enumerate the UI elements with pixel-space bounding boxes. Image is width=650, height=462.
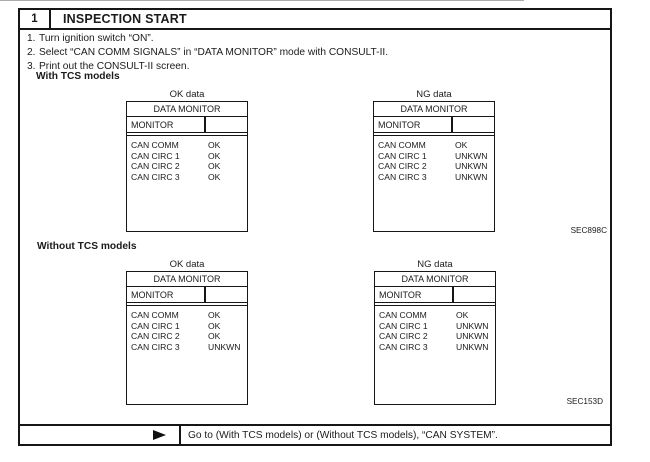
table-caption-ng-data: NG data [417, 259, 453, 270]
monitor-column-header-row [375, 287, 495, 303]
monitor-row [374, 172, 494, 183]
monitor-column-header-row [374, 117, 494, 133]
monitor-row [374, 151, 494, 162]
data-monitor-screen [373, 101, 495, 232]
instruction-step [27, 32, 388, 46]
monitor-row [127, 172, 247, 183]
signal-name: CAN CIRC 3 [379, 341, 428, 352]
signal-status: OK [208, 331, 221, 341]
data-monitor-screen [126, 101, 248, 232]
signal-name: CAN COMM [131, 310, 179, 320]
monitor-signal-list [127, 135, 247, 182]
footer-instruction: Go to (With TCS models) or (Without TCS models), “CAN SYSTEM”. [188, 429, 498, 441]
signal-name: CAN CIRC 1 [379, 320, 428, 331]
monitor-column-label: MONITOR [378, 120, 421, 130]
column-divider [204, 287, 206, 302]
data-monitor-title: DATA MONITOR [375, 272, 495, 287]
figure-code: SEC898C [570, 226, 607, 235]
step-number: 2. [27, 46, 36, 58]
monitor-signal-list [127, 305, 247, 352]
signal-status: OK [208, 171, 221, 182]
section-heading-with-tcs: With TCS models [36, 71, 120, 82]
monitor-row [127, 321, 247, 332]
signal-status: OK [456, 310, 469, 320]
step-number: 3. [27, 60, 36, 72]
signal-status: OK [208, 320, 221, 331]
monitor-row [127, 342, 247, 353]
signal-name: CAN CIRC 1 [378, 150, 427, 161]
step-number: 1. [27, 33, 36, 44]
signal-status: UNKWN [455, 161, 488, 171]
table-caption-ng-data: NG data [416, 89, 452, 100]
monitor-signal-list [375, 305, 495, 352]
signal-name: CAN COMM [378, 140, 426, 150]
monitor-row [375, 331, 495, 342]
column-divider [452, 287, 454, 302]
monitor-signal-list [374, 135, 494, 182]
signal-name: CAN CIRC 3 [131, 341, 180, 352]
signal-name: CAN COMM [379, 310, 427, 320]
signal-status: OK [208, 140, 221, 150]
signal-status: OK [208, 310, 221, 320]
procedure-step-number: 1 [20, 10, 51, 28]
monitor-column-header-row [127, 287, 247, 303]
table-caption-ok-data: OK data [169, 259, 205, 270]
instruction-step [27, 46, 388, 60]
signal-name: CAN COMM [131, 140, 179, 150]
signal-status: UNKWN [456, 341, 489, 352]
signal-name: CAN CIRC 3 [131, 171, 180, 182]
step-text: Turn ignition switch “ON”. [39, 33, 154, 44]
monitor-column-header-row [127, 117, 247, 133]
signal-name: CAN CIRC 3 [378, 171, 427, 182]
signal-name: CAN CIRC 2 [378, 161, 427, 171]
monitor-column-label: MONITOR [379, 290, 422, 300]
monitor-row [375, 310, 495, 321]
table-caption-ok-data: OK data [169, 89, 205, 100]
signal-status: UNKWN [455, 171, 488, 182]
step-text: Print out the CONSULT-II screen. [39, 60, 190, 72]
signal-status: OK [208, 161, 221, 171]
monitor-row [127, 140, 247, 151]
signal-status: UNKWN [208, 341, 241, 352]
monitor-column-label: MONITOR [131, 120, 174, 130]
signal-name: CAN CIRC 1 [131, 150, 180, 161]
monitor-row [127, 331, 247, 342]
signal-status: OK [208, 150, 221, 161]
signal-name: CAN CIRC 2 [131, 161, 180, 171]
footer-arrow-cell [20, 426, 181, 444]
monitor-row [127, 161, 247, 172]
column-divider [204, 117, 206, 132]
monitor-row [374, 161, 494, 172]
instruction-steps [27, 32, 388, 73]
signal-name: CAN CIRC 1 [131, 320, 180, 331]
section-heading-without-tcs: Without TCS models [37, 241, 137, 252]
data-monitor-title: DATA MONITOR [127, 272, 247, 287]
signal-name: CAN CIRC 2 [131, 331, 180, 341]
monitor-row [127, 310, 247, 321]
monitor-column-label: MONITOR [131, 290, 174, 300]
scan-edge-line [0, 0, 524, 1]
data-monitor-screen [126, 271, 248, 405]
data-monitor-screen [374, 271, 496, 405]
monitor-row [375, 342, 495, 353]
signal-name: CAN CIRC 2 [379, 331, 428, 341]
data-monitor-title: DATA MONITOR [374, 102, 494, 117]
signal-status: UNKWN [455, 150, 488, 161]
monitor-row [375, 321, 495, 332]
right-triangle-icon [153, 430, 166, 440]
signal-status: UNKWN [456, 331, 489, 341]
monitor-row [127, 151, 247, 162]
data-monitor-title: DATA MONITOR [127, 102, 247, 117]
column-divider [451, 117, 453, 132]
figure-code: SEC153D [566, 397, 603, 406]
procedure-title: INSPECTION START [63, 12, 187, 26]
monitor-row [374, 140, 494, 151]
procedure-header [18, 8, 612, 30]
signal-status: UNKWN [456, 320, 489, 331]
step-text: Select “CAN COMM SIGNALS” in “DATA MONITOR” mode with CONSULT-II. [39, 46, 389, 58]
signal-status: OK [455, 140, 468, 150]
go-to-footer [18, 424, 612, 446]
